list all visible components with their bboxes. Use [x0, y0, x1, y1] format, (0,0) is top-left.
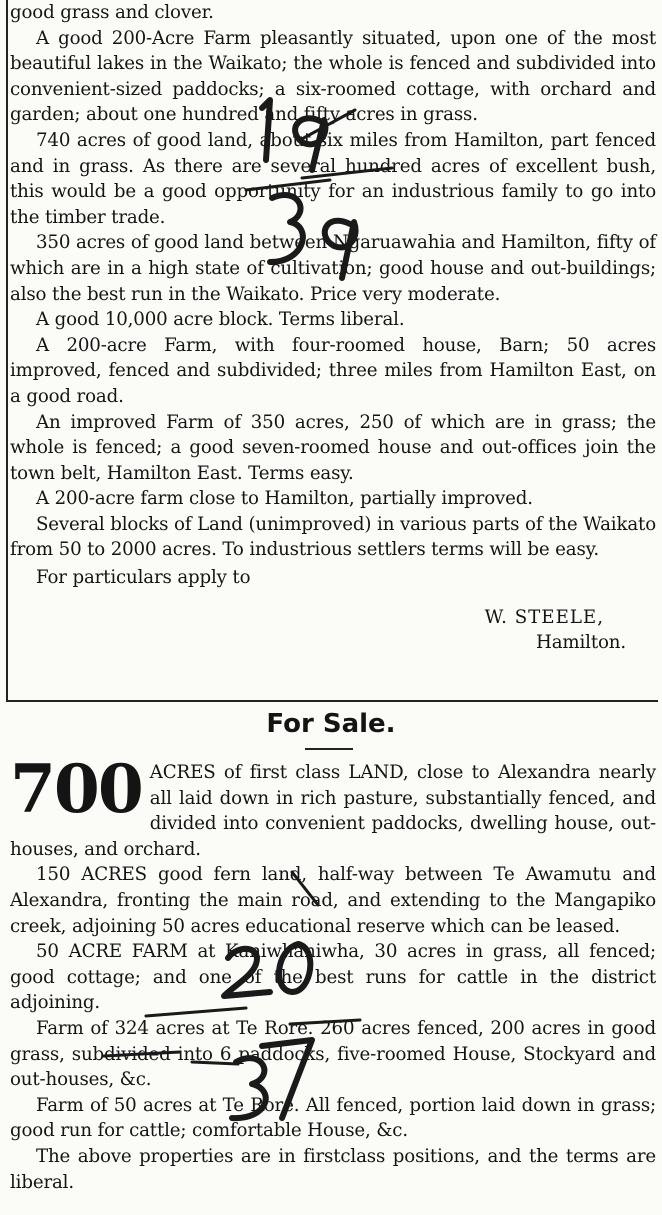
ad-paragraph: 350 acres of good land between Ngaruawahia and Hamilton, fifty of which are in a high state of cultivation; good house and out-buildings; also the best run in the Waikato. Price very moderate. [10, 232, 656, 305]
dropcap-number: 700 [10, 750, 142, 828]
ad-paragraph: Farm of 50 acres at Te Rore. All fenced, portion laid down in grass; good run for cattle; comfortable House, &c. [10, 1094, 656, 1142]
ad-paragraph: Farm of 324 acres at Te Rore. 260 acres fenced, 200 acres in good grass, subdivided into 6 paddocks, five-roomed House, Stockyard and out-houses, &c. [10, 1017, 656, 1091]
heading-underline [305, 748, 353, 750]
top-advertisement [10, 0, 656, 656]
ad-paragraph: A 200-acre farm close to Hamilton, partially improved. [36, 488, 533, 510]
for-sale-heading: For Sale. [266, 709, 396, 739]
ad-paragraph: An improved Farm of 350 acres, 250 of which are in grass; the whole is fenced; a good seven-roomed house and out-offices join the town belt, Hamilton East. Terms easy. [10, 411, 656, 484]
section-divider [6, 700, 658, 702]
apply-line: For particulars apply to [36, 567, 251, 589]
ad-paragraph: 50 ACRE FARM at Kaniwhaniwha, 30 acres in grass, all fenced; good cottage; and one of the best runs for cattle in the district adjoining. [10, 941, 656, 1014]
ad-paragraph: 150 ACRES good fern land, half-way between Te Awamutu and Alexandra, fronting the main road, and extending to the Mangapiko creek, adjoining 50 acres educational reserve which can be leased. [10, 864, 656, 937]
ad-paragraph: A good 200-Acre Farm pleasantly situated, upon one of the most beautiful lakes in the Waikato; the whole is fenced and subdivided into convenient-sized paddocks; a six-roomed cottage, with orchard and garden; about one hundred and fifty acres in grass. [10, 27, 656, 126]
ad-paragraph: The above properties are in firstclass positions, and the terms are liberal. [10, 1145, 656, 1193]
column-border [6, 0, 8, 700]
ad-paragraph: 740 acres of good land, about six miles from Hamilton, part fenced and in grass. As there are several hundred acres of excellent bush, this would be a good opportunity for an industrious family to go into the timber trade. [10, 129, 656, 228]
first-listing [10, 750, 656, 862]
signature-place: Hamilton. [536, 632, 626, 654]
signature-name: W. STEELE, [484, 606, 604, 628]
ad-paragraph: good grass and clover. [10, 2, 214, 23]
ad-paragraph: Several blocks of Land (unimproved) in various parts of the Waikato from 50 to 2000 acres. To industrious settlers terms will be easy. [10, 513, 656, 561]
ad-paragraph: A 200-acre Farm, with four-roomed house, Barn; 50 acres improved, fenced and subdivided; three miles from Hamilton East, on a good road. [10, 334, 656, 407]
ad-paragraph: A good 10,000 acre block. Terms liberal. [36, 309, 405, 331]
for-sale-advertisement [10, 750, 656, 1195]
ad-paragraph: ACRES of first class LAND, close to Alexandra nearly all laid down in rich pasture, substantially fenced, and divided into convenient paddocks, dwelling house, out-houses, and orchard. [10, 762, 656, 860]
